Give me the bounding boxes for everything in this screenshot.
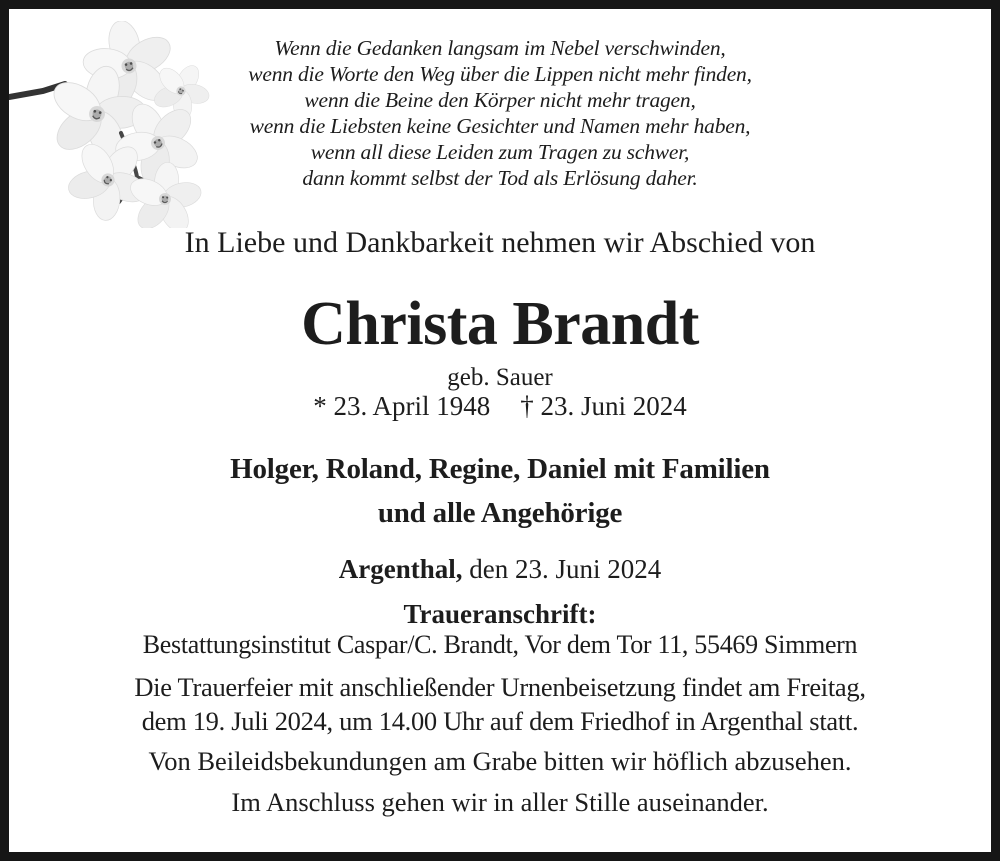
birth-date: * 23. April 1948	[313, 391, 491, 421]
condolence-address: Bestattungsinstitut Caspar/C. Brandt, Vor dem Tor 11, 55469 Simmern	[142, 630, 858, 659]
memorial-poem	[9, 35, 991, 191]
mourners-line: Holger, Roland, Regine, Daniel mit Familien	[230, 453, 770, 485]
funeral-info-line: Die Trauerfeier mit anschließender Urnenbeisetzung findet am Freitag,	[134, 672, 866, 702]
maiden-name: geb. Sauer	[447, 364, 553, 391]
poem-line: Wenn die Gedanken langsam im Nebel verschwinden,	[274, 36, 726, 60]
poem-line: dann kommt selbst der Tod als Erlösung daher.	[302, 166, 698, 190]
death-date: † 23. Juni 2024	[520, 391, 687, 421]
place: Argenthal,	[338, 554, 463, 584]
condolence-address-heading: Traueranschrift:	[403, 599, 597, 629]
mourners-line: und alle Angehörige	[377, 497, 623, 529]
poem-line: wenn die Worte den Weg über die Lippen nicht mehr finden,	[248, 62, 752, 86]
date: den 23. Juni 2024	[462, 554, 662, 584]
place-and-date	[9, 554, 991, 585]
poem-line: wenn die Beine den Körper nicht mehr tragen,	[304, 88, 696, 112]
life-dates	[9, 391, 991, 422]
farewell-intro: In Liebe und Dankbarkeit nehmen wir Abschied von	[184, 226, 816, 259]
poem-line: wenn all diese Leiden zum Tragen zu schwer,	[310, 140, 690, 164]
closing-note: Im Anschluss gehen wir in aller Stille auseinander.	[231, 787, 769, 817]
funeral-info	[9, 671, 991, 738]
mourners	[9, 447, 991, 535]
poem-line: wenn die Liebsten keine Gesichter und Namen mehr haben,	[249, 114, 751, 138]
condolence-note: Von Beileidsbekundungen am Grabe bitten wir höflich abzusehen.	[148, 746, 852, 776]
deceased-name: Christa Brandt	[301, 290, 699, 358]
funeral-info-line: dem 19. Juli 2024, um 14.00 Uhr auf dem Friedhof in Argenthal statt.	[141, 705, 859, 736]
